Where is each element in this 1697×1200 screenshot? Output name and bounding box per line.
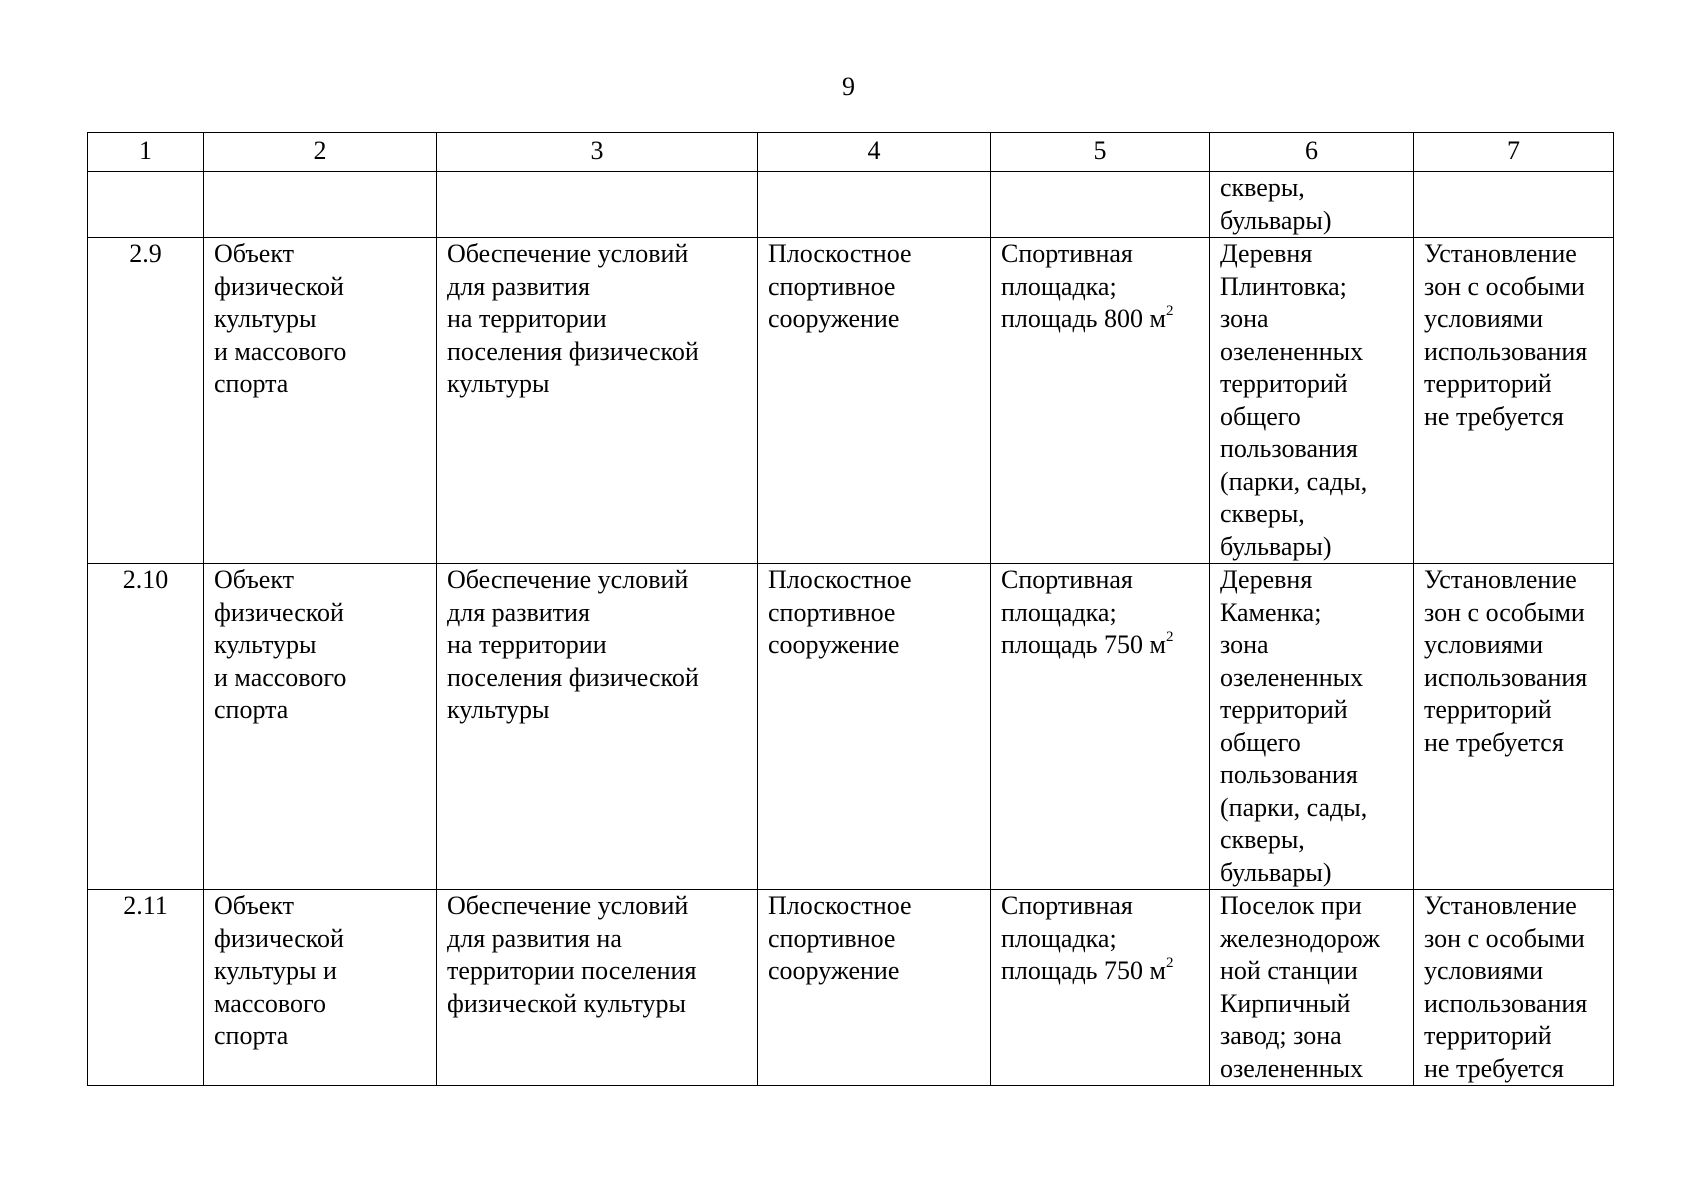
purpose-cell: Обеспечение условий для развития на территории поселения физической культуры: [437, 238, 758, 564]
row-number-cell: 2.10: [88, 564, 204, 890]
object-name-cell: Объект физической культуры и массового спорта: [204, 890, 437, 1086]
object-type-cell: Плоскостное спортивное сооружение: [758, 564, 991, 890]
empty-cell: [88, 172, 204, 238]
empty-cell: [204, 172, 437, 238]
planning-table: [87, 132, 1614, 1086]
object-type-cell: Плоскостное спортивное сооружение: [758, 238, 991, 564]
zones-cell: Установление зон с особыми условиями использования территорий не требуется: [1414, 890, 1614, 1086]
characteristics-cell: [991, 238, 1210, 564]
characteristics-text: Спортивная площадка; площадь 750 м: [1001, 565, 1166, 659]
zones-cell: Установление зон с особыми условиями использования территорий не требуется: [1414, 238, 1614, 564]
column-header: 7: [1414, 133, 1614, 172]
column-header: 5: [991, 133, 1210, 172]
superscript-unit: 2: [1166, 629, 1174, 646]
empty-cell: [437, 172, 758, 238]
table-row: [88, 238, 1614, 564]
column-header: 1: [88, 133, 204, 172]
column-header: 2: [204, 133, 437, 172]
row-number-cell: 2.9: [88, 238, 204, 564]
zones-cell: Установление зон с особыми условиями использования территорий не требуется: [1414, 564, 1614, 890]
table-row: [88, 890, 1614, 1086]
characteristics-cell: [991, 564, 1210, 890]
superscript-unit: 2: [1166, 303, 1174, 320]
object-type-cell: Плоскостное спортивное сооружение: [758, 890, 991, 1086]
location-cell: Поселок при железнодорож ной станции Кирпичный завод; зона озелененных: [1210, 890, 1414, 1086]
location-cell: Деревня Плинтовка; зона озелененных территорий общего пользования (парки, сады, скверы, бульвары): [1210, 238, 1414, 564]
column-header: 6: [1210, 133, 1414, 172]
characteristics-cell: [991, 890, 1210, 1086]
page-number: 9: [842, 72, 855, 101]
location-cell: Деревня Каменка; зона озелененных территорий общего пользования (парки, сады, скверы, бульвары): [1210, 564, 1414, 890]
column-header: 3: [437, 133, 758, 172]
row-number-cell: 2.11: [88, 890, 204, 1086]
column-header: 4: [758, 133, 991, 172]
purpose-cell: Обеспечение условий для развития на территории поселения физической культуры: [437, 890, 758, 1086]
superscript-unit: 2: [1166, 955, 1174, 972]
characteristics-text: Спортивная площадка; площадь 800 м: [1001, 239, 1166, 333]
empty-cell: [1414, 172, 1614, 238]
location-cell: скверы, бульвары): [1210, 172, 1414, 238]
object-name-cell: Объект физической культуры и массового спорта: [204, 564, 437, 890]
empty-cell: [991, 172, 1210, 238]
characteristics-text: Спортивная площадка; площадь 750 м: [1001, 891, 1166, 985]
object-name-cell: Объект физической культуры и массового спорта: [204, 238, 437, 564]
table-row: [88, 564, 1614, 890]
column-number-row: [88, 133, 1614, 172]
empty-cell: [758, 172, 991, 238]
continuation-row: [88, 172, 1614, 238]
purpose-cell: Обеспечение условий для развития на территории поселения физической культуры: [437, 564, 758, 890]
